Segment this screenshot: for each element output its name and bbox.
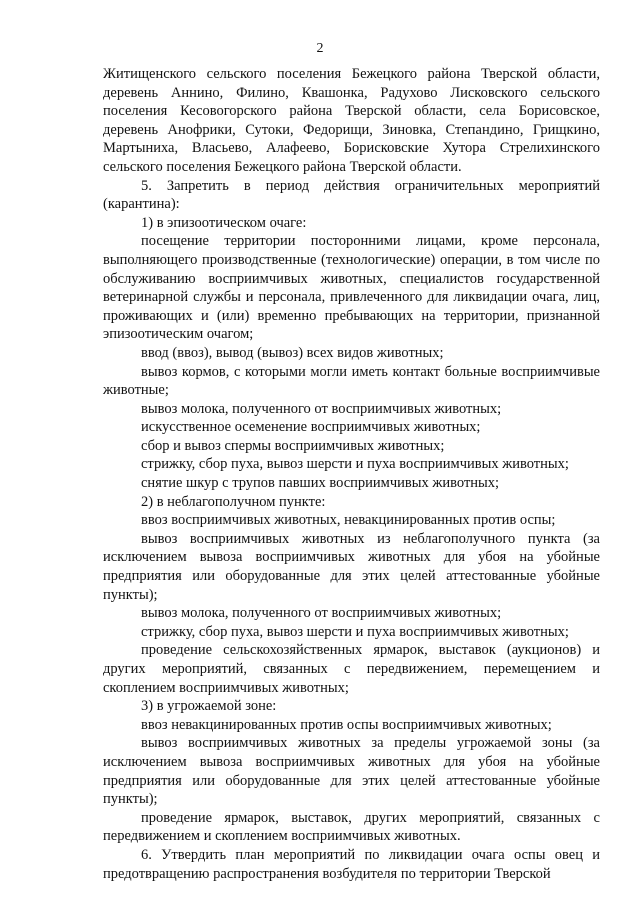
paragraph: вывоз молока, полученного от восприимчивых животных; bbox=[141, 400, 502, 417]
paragraph: ввоз восприимчивых животных, невакцинированных против оспы; bbox=[141, 512, 556, 529]
paragraph: стрижку, сбор пуха, вывоз шерсти и пуха восприимчивых животных; bbox=[141, 456, 569, 473]
paragraph: 2) в неблагополучном пункте: bbox=[141, 493, 326, 510]
paragraph: проведение ярмарок, выставок, других мероприятий, связанных с передвижением и скоплением восприимчивых животных. bbox=[103, 809, 600, 845]
paragraph: 6. Утвердить план мероприятий по ликвидации очага оспы овец и предотвращению распространения возбудителя по территории Тверской bbox=[103, 846, 600, 882]
paragraph: ввоз невакцинированных против оспы восприимчивых животных; bbox=[141, 716, 552, 733]
paragraph: искусственное осеменение восприимчивых животных; bbox=[141, 419, 481, 436]
paragraph: посещение территории посторонними лицами, кроме персонала, выполняющего производственные (технологические) операции, в том числе по обслуживанию восприимчивых животных, специалистов государственной ветеринарной службы и персонала, привлеченного для ликвидации очага, лиц, проживающих и (или) временно пребывающих на территории, признанной эпизоотическим очагом; bbox=[103, 233, 600, 343]
paragraph: вывоз кормов, с которыми могли иметь контакт больные восприимчивые животные; bbox=[103, 363, 600, 399]
paragraph: 5. Запретить в период действия ограничительных мероприятий (карантина): bbox=[103, 177, 600, 213]
paragraph: вывоз восприимчивых животных из неблагополучного пункта (за исключением вывоза восприимчивых животных для убоя на убойные предприятия или оборудованные для этих целей аттестованные убойные пункты); bbox=[103, 530, 600, 603]
paragraph: ввод (ввоз), вывод (вывоз) всех видов животных; bbox=[141, 344, 444, 361]
page-number: 2 bbox=[316, 41, 324, 56]
paragraph: вывоз молока, полученного от восприимчивых животных; bbox=[141, 605, 502, 622]
paragraph: 1) в эпизоотическом очаге: bbox=[141, 214, 307, 231]
paragraph: стрижку, сбор пуха, вывоз шерсти и пуха восприимчивых животных; bbox=[141, 623, 569, 640]
paragraph: сбор и вывоз спермы восприимчивых животных; bbox=[141, 437, 445, 454]
paragraph: проведение сельскохозяйственных ярмарок, выставок (аукционов) и других мероприятий, связанных с передвижением, перемещением и скоплением восприимчивых животных; bbox=[103, 642, 600, 696]
paragraph: снятие шкур с трупов павших восприимчивых животных; bbox=[141, 475, 500, 492]
paragraph: вывоз восприимчивых животных за пределы угрожаемой зоны (за исключением вывоза восприимчивых животных для убоя на убойные предприятия или оборудованные для этих целей аттестованные убойные пункты); bbox=[103, 735, 600, 808]
paragraph: 3) в угрожаемой зоне: bbox=[141, 698, 277, 715]
paragraph: Житищенского сельского поселения Бежецкого района Тверской области, деревень Аннино, Филино, Квашонка, Радухово Лисковского сельского поселения Кесовогорского района Тверской области, села Борисовское, деревень Анофрики, Сутоки, Федорищи, Зиновка, Степандино, Грищкино, Мартыниха, Власьево, Алафеево, Борисковские Хутора Стрелихинского сельского поселения Бежецкого района Тверской области. bbox=[103, 66, 600, 175]
document-body bbox=[103, 65, 600, 883]
